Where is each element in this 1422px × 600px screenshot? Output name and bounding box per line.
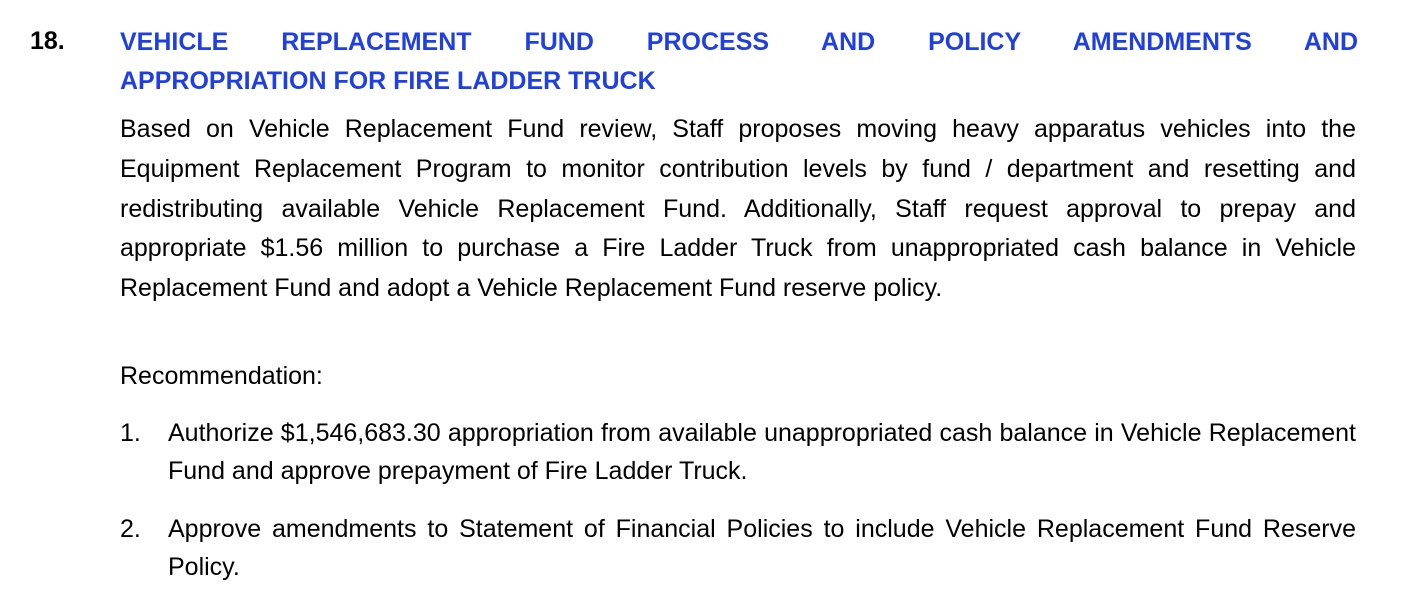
recommendation-item-number: 2. xyxy=(120,515,141,543)
recommendation-item-text: Authorize $1,546,683.30 appropriation from available unappropriated cash balance in Vehicle Replacement Fund and approve prepayment of Fire Ladder Truck. xyxy=(168,419,1356,485)
recommendation-label: Recommendation: xyxy=(120,362,323,390)
item-title-line-1: VEHICLE REPLACEMENT FUND PROCESS AND POLICY AMENDMENTS AND xyxy=(120,28,1358,56)
recommendation-item-number: 1. xyxy=(120,419,141,447)
recommendation-item-2 xyxy=(120,510,1356,586)
item-description: Based on Vehicle Replacement Fund review, Staff proposes moving heavy apparatus vehicles into the Equipment Replacement Program to monitor contribution levels by fund / department and resetting and redistributing available Vehicle Replacement Fund. Additionally, Staff request approval to prepay and appropriate $1.56 million to purchase a Fire Ladder Truck from unappropriated cash balance in Vehicle Replacement Fund and adopt a Vehicle Replacement Fund reserve policy. xyxy=(120,115,1356,303)
item-title xyxy=(120,23,1358,101)
item-number: 18. xyxy=(30,27,65,55)
item-title-line-2: APPROPRIATION FOR FIRE LADDER TRUCK xyxy=(120,67,656,95)
recommendation-item-1 xyxy=(120,414,1356,490)
recommendation-item-text: Approve amendments to Statement of Financial Policies to include Vehicle Replacement Fund Reserve Policy. xyxy=(168,515,1356,581)
